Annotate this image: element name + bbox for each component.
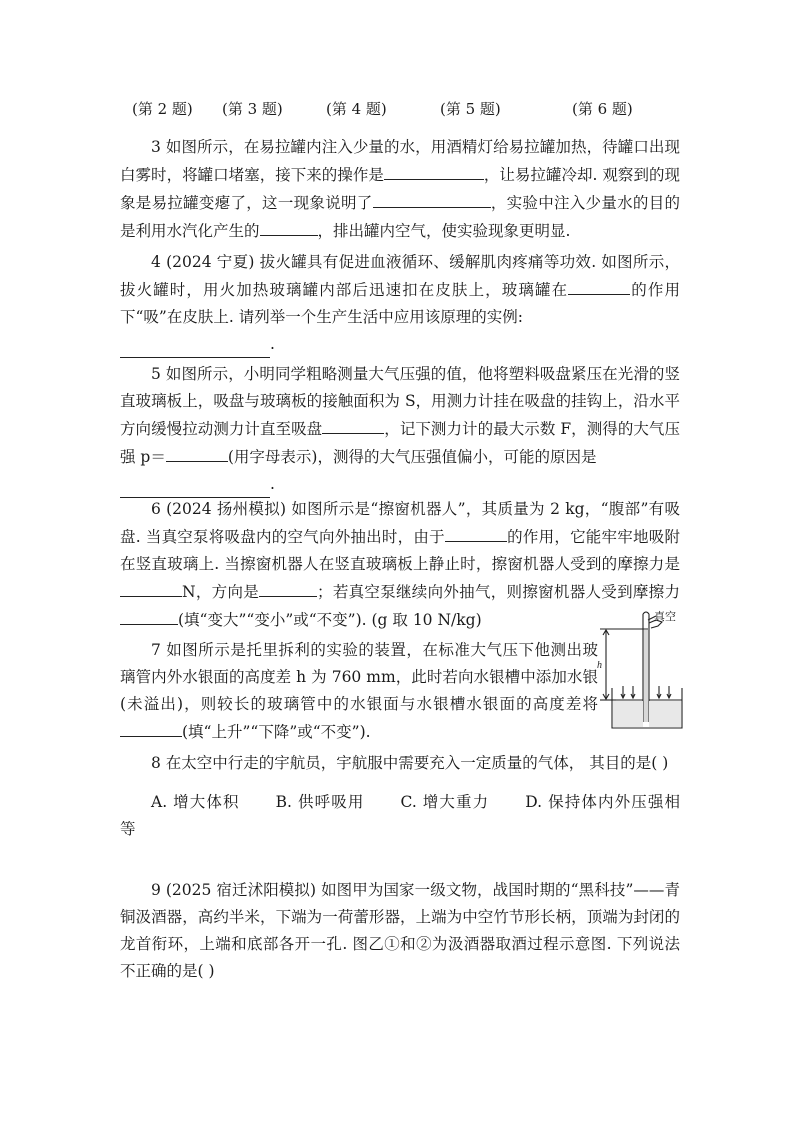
q3-blank-3[interactable] <box>260 217 318 236</box>
q5-blank-2[interactable] <box>166 443 228 462</box>
q6-text-e: (填“变大”“变小”或“不变”). (g 取 10 N/kg) <box>178 611 482 629</box>
q4-text-b: 的作用下“吸”在皮肤上. 请列举一个生产生活中应用该原理的实例: <box>120 281 680 326</box>
q5-text-d: . <box>270 475 275 493</box>
q6-blank-4[interactable] <box>120 606 178 625</box>
q5-text-b: ，记下测力计的最大示数 F，测得的大气压强 p＝ <box>120 420 680 466</box>
q6-blank-2[interactable] <box>120 578 182 597</box>
q6-text-b: 的作用，它能牢牢地吸附在竖直玻璃上. 当擦窗机器人在竖直玻璃板上静止时，擦窗机器人受到的摩擦力是 <box>120 528 680 573</box>
h-label: h <box>597 660 602 671</box>
q5-text-a: 5 如图所示，小明同学粗略测量大气压强的值，他将塑料吸盘紧压在光滑的竖直玻璃板上，吸盘与玻璃板的接触面积为 S，用测力计挂在吸盘的挂钩上，沿水平方向缓慢拉动测力计直至吸盘 <box>120 365 680 438</box>
vacuum-label: 真空 <box>654 610 676 623</box>
caption-q3: (第 3 题) <box>222 100 283 118</box>
q7-text-b: (填“上升”“下降”或“不变”). <box>182 723 371 741</box>
q8-options <box>120 789 680 843</box>
q3-text-b: ，让易拉罐冷却. 观察到的现象是易拉罐变瘪了，这一现象说明了 <box>120 166 680 212</box>
q3-blank-2[interactable] <box>373 189 491 208</box>
q7-blank-1[interactable] <box>120 718 182 737</box>
q6-text-c: N，方向是 <box>182 583 260 601</box>
caption-q2: (第 2 题) <box>132 100 193 118</box>
q5-text-c: (用字母表示)，测得的大气压强值偏小，可能的原因是 <box>227 448 597 466</box>
q3-text-a: 3 如图所示，在易拉罐内注入少量的水，用酒精灯给易拉罐加热，待罐口出现白雾时，将罐口堵塞，接下来的操作是 <box>120 138 680 184</box>
caption-q6: (第 6 题) <box>572 100 633 118</box>
q8-stem: 8 在太空中行走的宇航员，宇航服中需要充入一定质量的气体， 其目的是( ) <box>151 754 669 772</box>
q5-blank-1[interactable] <box>322 415 384 434</box>
question-8 <box>120 750 680 843</box>
q3-text-d: ，排出罐内空气，使实验现象更明显. <box>317 222 571 240</box>
q8-option-a[interactable]: A. 增大体积 <box>151 793 240 811</box>
q9-text: 9 (2025 宿迁沭阳模拟) 如图甲为国家一级文物，战国时期的“黑科技”——青铜汲酒器，高约半米，下端为一荷蕾形器，上端为中空竹节形长柄，顶端为封闭的龙首衔环，上端和底部各开一孔. 图乙①和②为汲酒器取酒过程示意图. 下列说法不正确的是( ) <box>120 881 680 980</box>
figure-captions <box>0 98 794 122</box>
torricelli-apparatus-figure <box>596 610 688 732</box>
question-9 <box>120 877 680 985</box>
q8-option-b[interactable]: B. 供呼吸用 <box>275 793 365 811</box>
q4-blank-1[interactable] <box>568 276 630 295</box>
question-7 <box>120 637 598 746</box>
question-3 <box>120 134 680 245</box>
q4-answer-line[interactable] <box>120 335 270 358</box>
q3-blank-1[interactable] <box>384 161 484 180</box>
q4-text-a: 4 (2024 宁夏) 拔火罐具有促进血液循环、缓解肌肉疼痛等功效. 如图所示，拔火罐时，用火加热玻璃罐内部后迅速扣在皮肤上，玻璃罐在 <box>120 253 680 299</box>
caption-q4: (第 4 题) <box>326 100 387 118</box>
q4-text-c: . <box>270 335 275 353</box>
q8-option-c[interactable]: C. 增大重力 <box>400 793 490 811</box>
q8-option-d[interactable]: D. 保持体内外压强相等 <box>120 793 680 838</box>
question-5 <box>120 361 680 498</box>
q7-text-a: 7 如图所示是托里拆利的实验的装置，在标准大气压下他测出玻璃管内外水银面的高度差 h 为 760 mm，此时若向水银槽中添加水银(未溢出)，则较长的玻璃管中的水银面与水银槽水银面的高度差将 <box>120 641 598 713</box>
q6-blank-1[interactable] <box>445 523 507 542</box>
q3-text-c: ，实验中注入少量水的目的是利用水汽化产生的 <box>120 194 680 240</box>
q6-text-a: 6 (2024 扬州模拟) 如图所示是“擦窗机器人”，其质量为 2 kg，“腹部”有吸盘. 当真空泵将吸盘内的空气向外抽出时，由于 <box>120 500 680 546</box>
q6-blank-3[interactable] <box>259 578 317 597</box>
caption-q5: (第 5 题) <box>440 100 501 118</box>
q5-answer-line[interactable] <box>120 475 270 498</box>
question-4 <box>120 249 680 358</box>
q6-text-d: ；若真空泵继续向外抽气，则擦窗机器人受到摩擦力 <box>317 583 680 601</box>
